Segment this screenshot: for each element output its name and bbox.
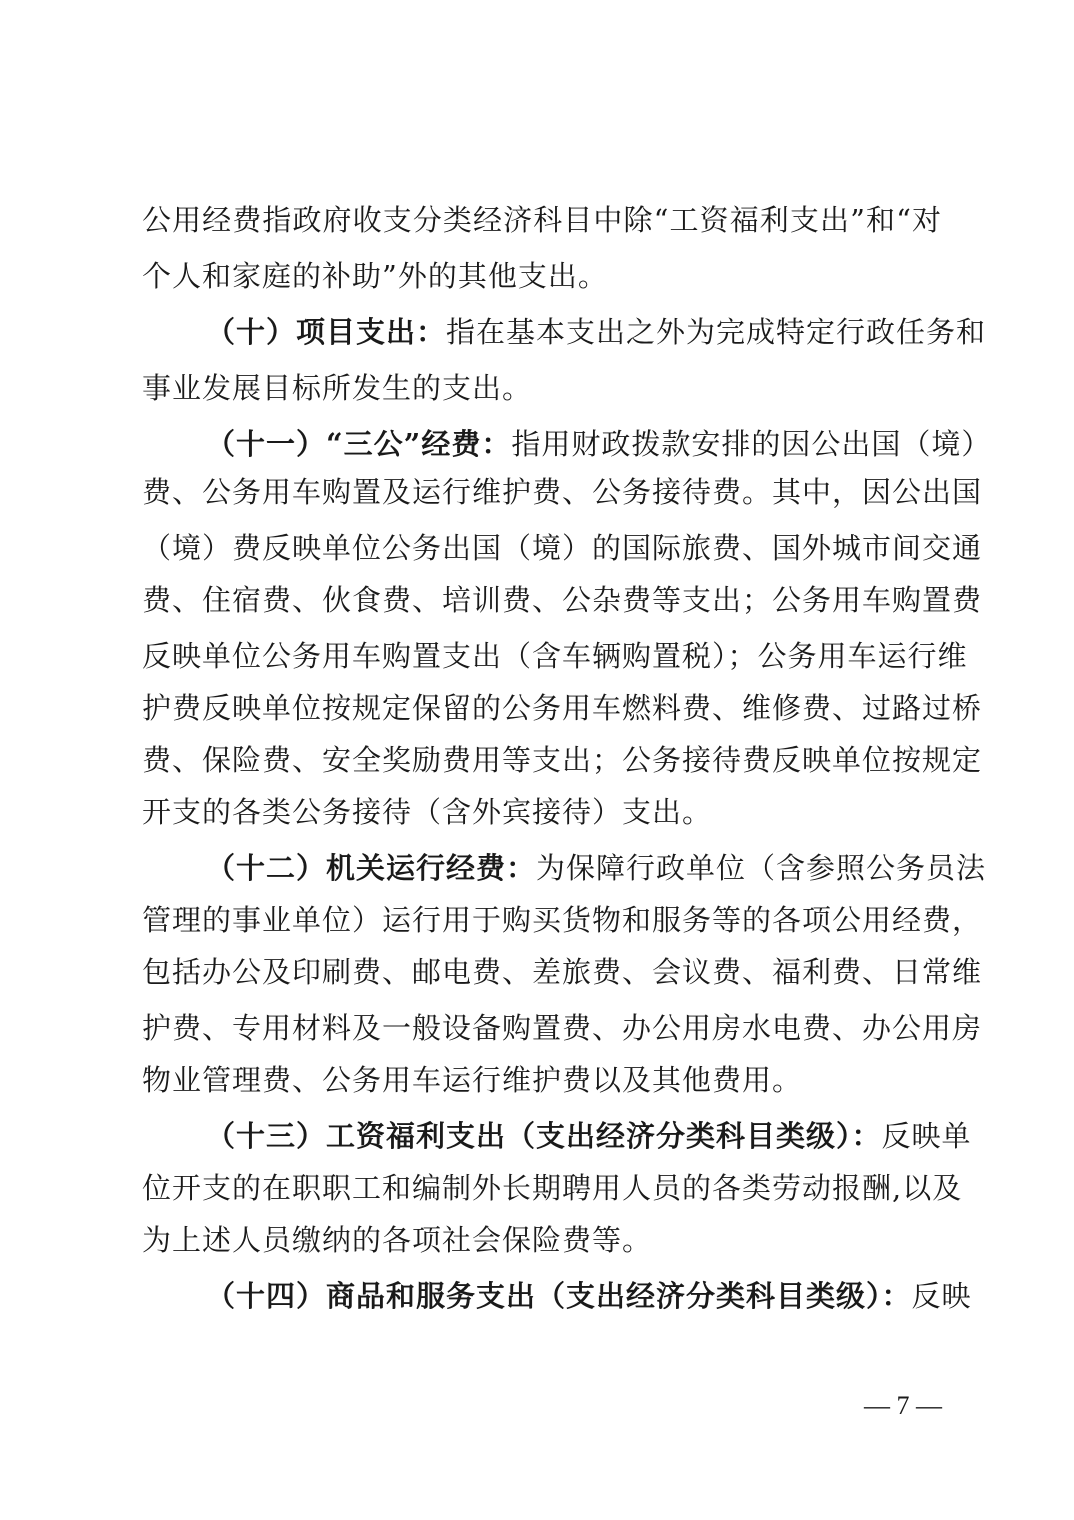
text-line-2-part-1: 个人和家庭的补助”外的其他支出。 <box>142 259 608 293</box>
text-line-17-part-1: 物业管理费、公务用车运行维护费以及其他费用。 <box>142 1063 803 1097</box>
text-line-19-part-1: 位开支的在职职工和编制外长期聘用人员的各类劳动报酬,以及 <box>142 1171 963 1205</box>
page-number: — 7 — <box>864 1391 942 1420</box>
section-heading-14: （十四）商品和服务支出（支出经济分类科目类级）： <box>206 1279 912 1313</box>
text-line-21-part-2: 反映 <box>911 1279 972 1313</box>
text-line-9-part-1: 反映单位公务用车购置支出（含车辆购置税）；公务用车运行维 <box>142 639 968 673</box>
text-line-2 <box>142 256 942 296</box>
text-line-6 <box>142 472 983 512</box>
text-line-7 <box>142 528 983 568</box>
text-line-10 <box>142 688 983 728</box>
text-line-18-part-2: 反映单 <box>881 1119 972 1153</box>
text-line-3-part-2: 指在基本支出之外为完成特定行政任务和 <box>446 315 987 349</box>
text-line-15 <box>142 952 983 992</box>
text-line-5-part-2: 指用财政拨款安排的因公出国（境） <box>511 427 992 461</box>
text-line-12-part-1: 开支的各类公务接待（含外宾接待）支出。 <box>142 795 713 829</box>
text-line-16-part-1: 护费、专用材料及一般设备购置费、办公用房水电费、办公用房 <box>142 1011 983 1045</box>
text-line-7-part-1: （境）费反映单位公务出国（境）的国际旅费、国外城市间交通 <box>142 531 983 565</box>
text-line-13 <box>206 848 987 888</box>
text-line-13-part-2: 为保障行政单位（含参照公务员法 <box>536 851 987 885</box>
text-line-14 <box>142 900 983 940</box>
text-line-8 <box>142 580 983 620</box>
text-line-16 <box>142 1008 983 1048</box>
text-line-14-part-1: 管理的事业单位）运行用于购买货物和服务等的各项公用经费， <box>142 903 983 937</box>
section-heading-12: （十二）机关运行经费： <box>206 851 537 885</box>
text-line-9 <box>142 636 968 676</box>
text-line-1 <box>142 200 942 240</box>
section-heading-10: （十）项目支出： <box>206 315 447 349</box>
text-line-5 <box>206 424 992 464</box>
section-heading-11: （十一）“三公”经费： <box>206 427 512 461</box>
text-line-11-part-1: 费、保险费、安全奖励费用等支出；公务接待费反映单位按规定 <box>142 743 983 777</box>
text-line-3 <box>206 312 987 352</box>
text-line-6-part-1: 费、公务用车购置及运行维护费、公务接待费。其中，因公出国 <box>142 475 983 509</box>
text-line-12 <box>142 792 942 832</box>
text-line-4 <box>142 368 942 408</box>
text-line-10-part-1: 护费反映单位按规定保留的公务用车燃料费、维修费、过路过桥 <box>142 691 983 725</box>
text-line-8-part-1: 费、住宿费、伙食费、培训费、公杂费等支出；公务用车购置费 <box>142 583 983 617</box>
text-line-4-part-1: 事业发展目标所发生的支出。 <box>142 371 533 405</box>
text-line-17 <box>142 1060 942 1100</box>
text-line-20 <box>142 1220 942 1260</box>
text-line-11 <box>142 740 983 780</box>
text-line-20-part-1: 为上述人员缴纳的各项社会保险费等。 <box>142 1223 653 1257</box>
section-heading-13: （十三）工资福利支出（支出经济分类科目类级）： <box>206 1119 882 1153</box>
text-line-1-part-1: 公用经费指政府收支分类经济科目中除“工资福利支出”和“对 <box>142 203 942 237</box>
text-line-21 <box>206 1276 972 1316</box>
text-line-18 <box>206 1116 972 1156</box>
text-line-19 <box>142 1168 963 1208</box>
text-line-15-part-1: 包括办公及印刷费、邮电费、差旅费、会议费、福利费、日常维 <box>142 955 983 989</box>
